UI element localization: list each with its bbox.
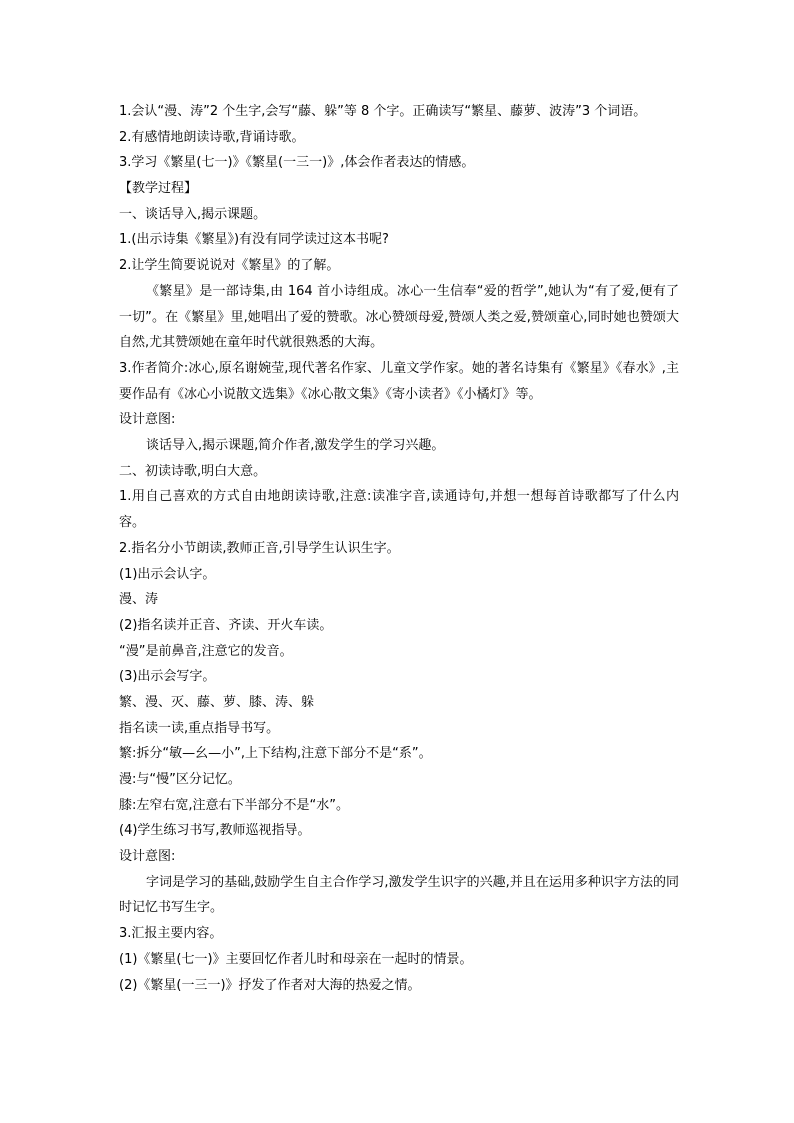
text-line: 繁:拆分“敏—幺—小”,上下结构,注意下部分不是“系”。: [119, 746, 432, 762]
text-line: 1.会认“漫、涛”2 个生字,会写“藤、躲”等 8 个字。正确读写“繁星、藤萝、波涛”3 个词语。: [119, 104, 647, 119]
text-line: 1.(出示诗集《繁星》)有没有同学读过这本书呢?: [119, 232, 389, 248]
text-line: 膝:左窄右宽,注意右下半部分不是“水”。: [119, 797, 349, 813]
text-line: 一、谈话导入,揭示课题。: [119, 206, 267, 222]
text-line: 漫、涛: [119, 592, 159, 608]
paragraph: 3.作者简介:冰心,原名谢婉莹,现代著名作家、儿童文学作家。她的著名诗集有《繁星》《春水》,主要作品有《冰心小说散文选集》《冰心散文集》《寄小读者》《小橘灯》等。: [119, 360, 679, 402]
paragraph: 《繁星》是一部诗集,由 164 首小诗组成。冰心一生信奉“爱的哲学”,她认为“有了爱,便有了一切”。在《繁星》里,她唱出了爱的赞歌。冰心赞颂母爱,赞颂人类之爱,赞颂童心,同时她也赞颂大自然,尤其赞颂她在童年时代就很熟悉的大海。: [119, 283, 679, 351]
text-line: (2)《繁星(一三一)》抒发了作者对大海的热爱之情。: [119, 977, 421, 993]
text-line: (4)学生练习书写,教师巡视指导。: [119, 823, 311, 839]
text-line: 漫:与“慢”区分记忆。: [119, 772, 241, 787]
text-line: 指名读一读,重点指导书写。: [119, 720, 280, 736]
text-line: “漫”是前鼻音,注意它的发音。: [119, 643, 293, 659]
text-line: (1)出示会认字。: [119, 566, 216, 582]
paragraph: 1.用自己喜欢的方式自由地朗读诗歌,注意:读准字音,读通诗句,并想一想每首诗歌都写了什么内容。: [119, 489, 679, 531]
text-line: (3)出示会写字。: [119, 669, 216, 685]
paragraph: 谈话导入,揭示课题,简介作者,激发学生的学习兴趣。: [146, 438, 445, 454]
text-line: 3.学习《繁星(七一)》《繁星(一三一)》,体会作者表达的情感。: [119, 155, 475, 171]
text-line: 繁、漫、灭、藤、萝、膝、涛、躲: [119, 694, 315, 710]
text-line: 二、初读诗歌,明白大意。: [119, 463, 267, 479]
paragraph: 字词是学习的基础,鼓励学生自主合作学习,激发学生识字的兴趣,并且在运用多种识字方法的同时记忆书写生字。: [119, 874, 679, 916]
text-line: 2.有感情地朗读诗歌,背诵诗歌。: [119, 129, 305, 145]
text-line: 【教学过程】: [119, 181, 198, 197]
document-body: [119, 99, 679, 998]
text-line: (2)指名读并正音、齐读、开火车读。: [119, 617, 333, 633]
text-line: 3.汇报主要内容。: [119, 926, 223, 942]
text-line: (1)《繁星(七一)》主要回忆作者儿时和母亲在一起时的情景。: [119, 951, 473, 967]
text-line: 2.让学生简要说说对《繁星》的了解。: [119, 258, 340, 274]
text-line: 设计意图:: [119, 412, 176, 428]
text-line: 2.指名分小节朗读,教师正音,引导学生认识生字。: [119, 540, 400, 556]
text-line: 设计意图:: [119, 849, 176, 865]
